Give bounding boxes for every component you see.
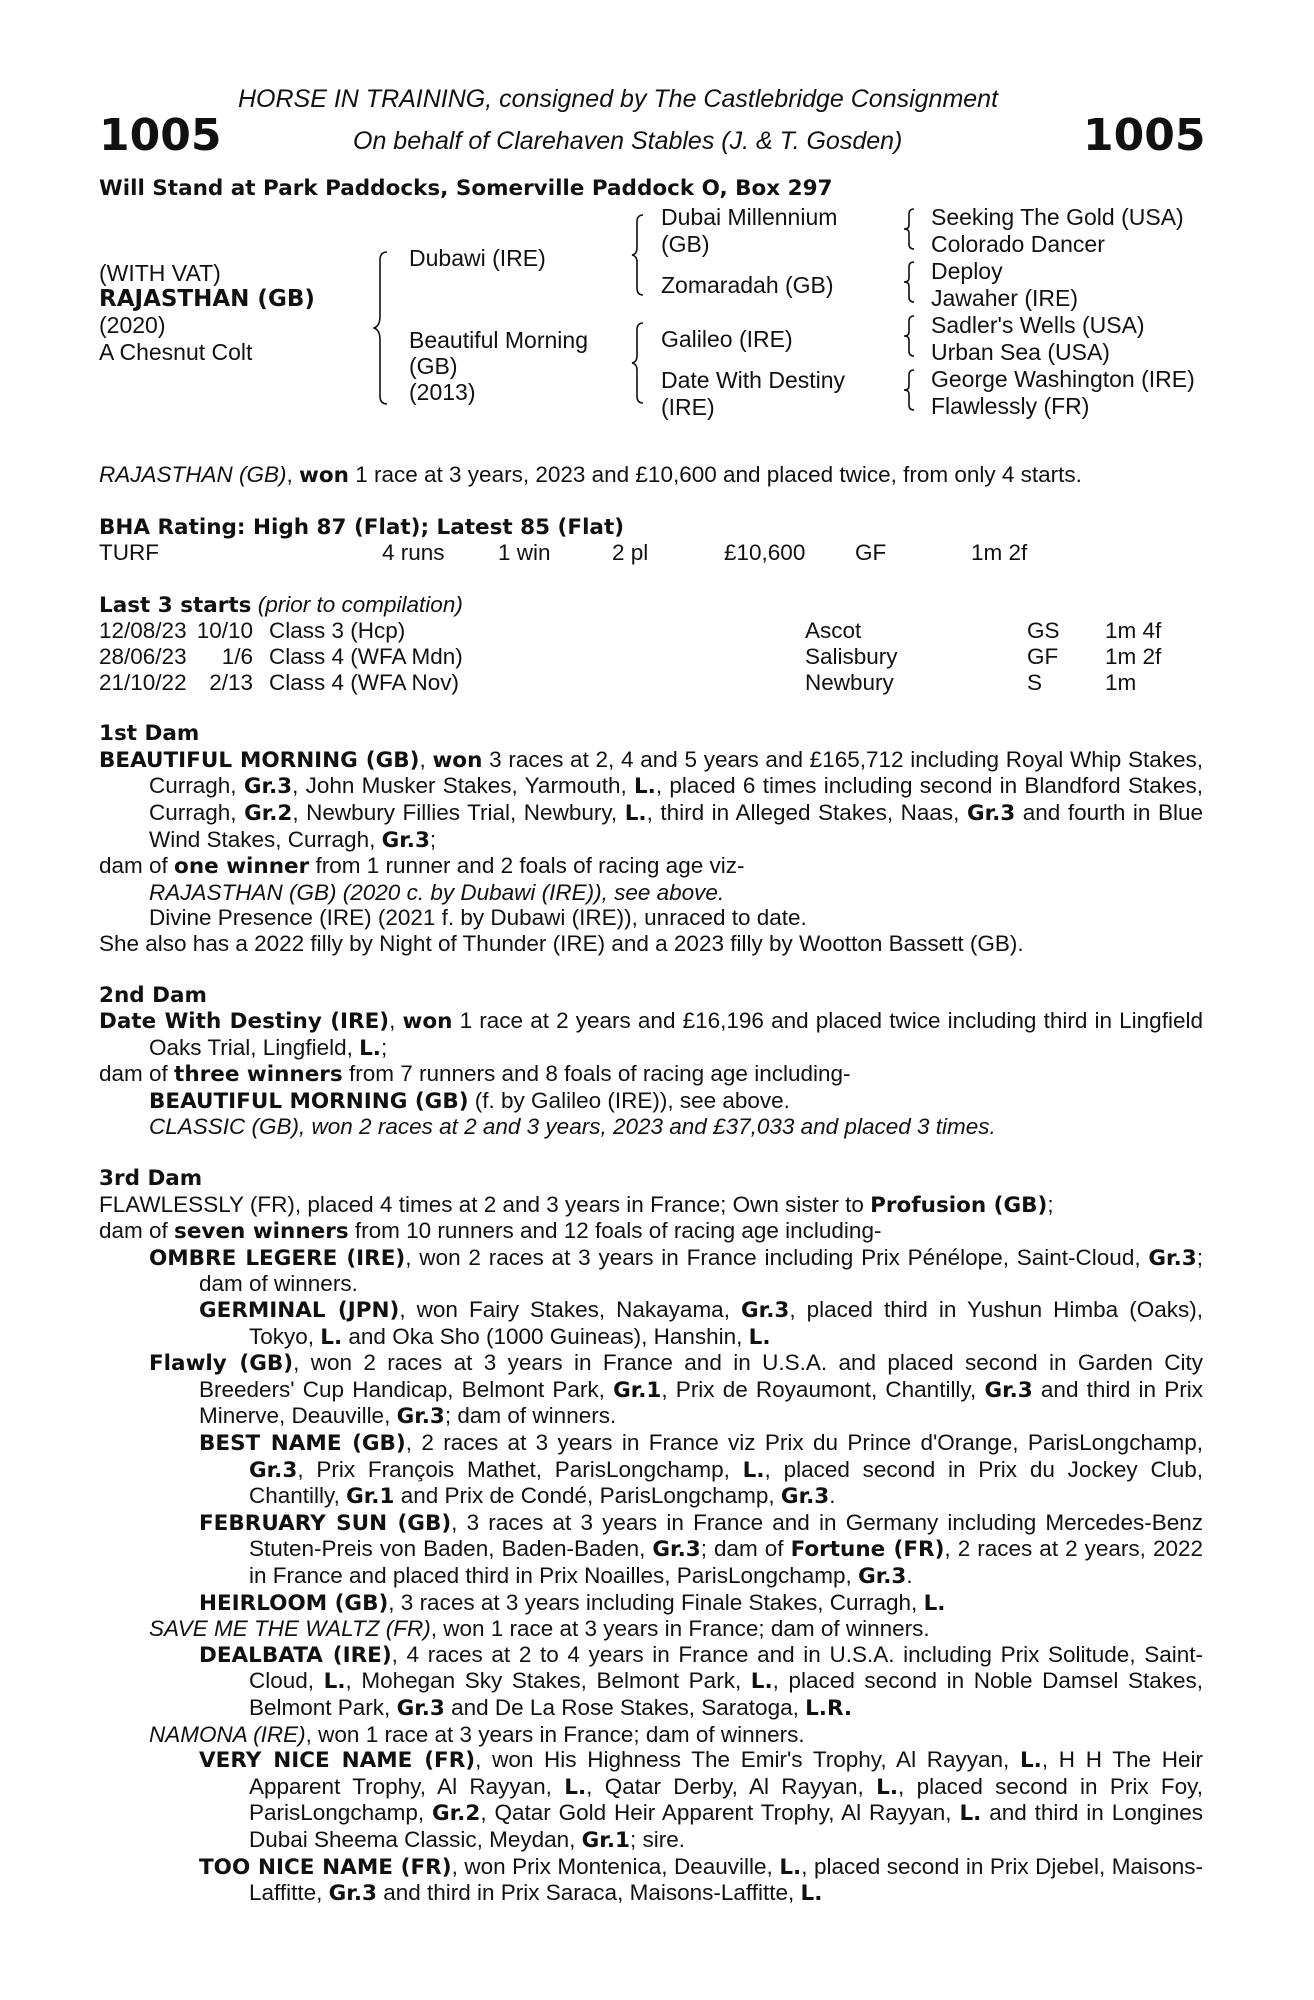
grade: L.R. xyxy=(805,1695,853,1721)
text: , Prix François Mathet, ParisLongchamp, xyxy=(297,1456,743,1482)
second-dam-section xyxy=(99,983,1203,1141)
produce-name: BEST NAME (GB) xyxy=(199,1431,406,1456)
grade: Gr.1 xyxy=(613,1377,662,1403)
horse-year: (2020) xyxy=(99,312,166,338)
table-row xyxy=(99,670,1161,696)
text: , won Fairy Stakes, Nakayama, xyxy=(399,1297,742,1323)
start-date: 12/08/23 xyxy=(99,618,187,644)
text: , Prix de Royaumont, Chantilly, xyxy=(661,1376,985,1402)
text: , won Prix Montenica, Deauville, xyxy=(451,1853,780,1879)
produce-2: Divine Presence (IRE) (2021 f. by Dubawi (IRE)), unraced to date. xyxy=(149,905,807,931)
text: , 2 races at 3 years in France viz Prix du Prince d'Orange, ParisLongchamp, xyxy=(405,1430,1203,1455)
turf-runs: 4 runs xyxy=(382,540,445,566)
text: , won 2 races at 3 years in France including Prix Pénélope, Saint-Cloud, xyxy=(405,1244,1149,1270)
text: 1 race at 2 years and £16,196 and placed twice including third in Lingfield Oaks Trial, Lingfield, xyxy=(149,1008,1203,1060)
produce-name: SAVE ME THE WALTZ (FR) xyxy=(149,1616,431,1642)
grade: L. xyxy=(876,1774,898,1800)
text: . xyxy=(829,1483,836,1509)
produce-flawly xyxy=(99,1350,1203,1430)
first-dam-also: She also has a 2022 filly by Night of Thunder (IRE) and a 2023 filly by Wootton Bassett (GB). xyxy=(99,930,1024,956)
summary-won: won xyxy=(299,463,349,488)
produce-2 xyxy=(99,1114,1203,1140)
summary-horse-name: RAJASTHAN (GB) xyxy=(99,462,287,487)
produce-namona xyxy=(99,1722,1203,1748)
produce-1 xyxy=(99,1088,1203,1115)
grade: L. xyxy=(320,1324,343,1350)
turf-wins: 1 win xyxy=(498,540,551,566)
pedigree-dam-dam-line2: (IRE) xyxy=(661,394,715,420)
rating-block xyxy=(99,515,1203,566)
text: , 3 races at 3 years in France and in Germany including Mercedes-Benz Stuten-Preis von Baden, Baden-Baden, xyxy=(249,1509,1203,1562)
text: dam of xyxy=(99,1218,175,1244)
third-dam-section xyxy=(99,1166,1203,1907)
text: ; sire. xyxy=(629,1826,685,1852)
produce-too-nice-name xyxy=(99,1854,1203,1907)
text: , 3 races at 3 years including Finale Stakes, Curragh, xyxy=(388,1589,924,1615)
text: , third in Alleged Stakes, Naas, xyxy=(646,799,967,825)
text: , H H The Heir Apparent Trophy, Al Rayyan, xyxy=(249,1747,1203,1799)
start-course: Ascot xyxy=(805,618,862,644)
first-dam-record: BEAUTIFUL MORNING (GB), won 3 races at 2, 4 and 5 years and £165,712 including Royal Whip Stakes, Curragh, Gr.3, John Musker Stakes, Yarmouth, L., placed 6 times including second in Blandford Stakes, Curragh, Gr.2, Newbury Fillies Trial, Newbury, L., third in Alleged Stakes, Naas, Gr.3 and fourth in Blue Wind Stakes, Curragh, Gr.3; xyxy=(99,746,1203,853)
text: , won 2 races at 2 and 3 years, 2023 and £37,033 and placed 3 times. xyxy=(299,1114,996,1140)
text: dam of xyxy=(99,1061,175,1087)
pedigree-gen3-2: Colorado Dancer xyxy=(931,231,1105,257)
start-position: 1/6 xyxy=(221,643,253,669)
lot-number-right: 1005 xyxy=(1083,110,1206,161)
pedigree-gen3-6: Urban Sea (USA) xyxy=(931,339,1110,365)
winner-count: one winner xyxy=(174,854,310,880)
text: , 2 races at 2 years, 2022 in France and placed third in Prix Noailles, ParisLongchamp, xyxy=(249,1536,1203,1588)
pedigree-brace-main xyxy=(373,248,393,408)
turf-distance: 1m 2f xyxy=(971,540,1028,566)
pedigree-dam-dam-line1: Date With Destiny xyxy=(661,367,846,393)
pedigree-dam-sire: Galileo (IRE) xyxy=(661,326,793,352)
produce-name: NAMONA (IRE) xyxy=(149,1721,306,1747)
text: . xyxy=(906,1562,913,1588)
grade: L. xyxy=(1019,1748,1042,1774)
first-dam-won: won xyxy=(432,747,483,773)
grade: L. xyxy=(800,1881,823,1907)
produce-name: HEIRLOOM (GB) xyxy=(199,1590,389,1616)
horse-description: A Chesnut Colt xyxy=(99,339,253,365)
text: , won 2 races at 3 years in France and in U.S.A. and placed second in Garden City Breeders' Cup Handicap, Belmont Park, xyxy=(199,1350,1203,1402)
last-starts-heading xyxy=(99,592,1203,619)
grade: Gr.3 xyxy=(249,1457,298,1483)
start-class: Class 4 (WFA Mdn) xyxy=(269,643,463,669)
pedigree-gen3-8: Flawlessly (FR) xyxy=(931,393,1090,419)
vat-label: (WITH VAT) xyxy=(99,260,221,286)
consignor-line: HORSE IN TRAINING, consigned by The Castlebridge Consignment xyxy=(238,85,999,113)
produce-name: VERY NICE NAME (FR) xyxy=(199,1748,476,1774)
grade: L. xyxy=(742,1457,765,1483)
text: , Qatar Derby, Al Rayyan, xyxy=(586,1773,877,1799)
produce-name: TOO NICE NAME (FR) xyxy=(199,1854,452,1880)
grade: Gr.3 xyxy=(984,1377,1033,1403)
grade: Gr.3 xyxy=(858,1563,907,1589)
second-dam-produce xyxy=(99,1061,1203,1088)
start-position: 10/10 xyxy=(196,618,253,644)
text: from 1 runner and 2 foals of racing age viz- xyxy=(309,853,745,879)
start-going: GS xyxy=(1027,618,1060,644)
pedigree-gen3-5: Sadler's Wells (USA) xyxy=(931,312,1145,338)
pedigree-brace-dam xyxy=(631,320,647,406)
grade: Gr.3 xyxy=(396,1695,445,1721)
text: and third in Longines Dubai Sheema Classic, Meydan, xyxy=(249,1800,1204,1852)
text: and third in Prix Minerve, Deauville, xyxy=(199,1376,1203,1429)
pedigree-brace-ss xyxy=(903,206,917,252)
last-starts-block xyxy=(99,592,1203,695)
text: and De La Rose Stakes, Saratoga, xyxy=(444,1694,806,1720)
start-date: 21/10/22 xyxy=(99,669,187,695)
grade: Gr.2 xyxy=(244,800,293,826)
grade: L. xyxy=(624,800,647,826)
text: , won 1 race at 3 years in France; dam of winners. xyxy=(430,1616,930,1642)
produce-name: GERMINAL (JPN) xyxy=(199,1298,400,1324)
text: , Qatar Gold Heir Apparent Trophy, Al Rayyan, xyxy=(480,1800,960,1826)
produce-1: RAJASTHAN (GB) (2020 c. by Dubawi (IRE)), see above. xyxy=(149,879,725,905)
grade: L. xyxy=(750,1669,773,1695)
text: ; xyxy=(1047,1191,1054,1217)
grade: Gr.3 xyxy=(966,800,1016,826)
horse-name: RAJASTHAN (GB) xyxy=(99,286,315,312)
text: ; dam of xyxy=(700,1536,791,1562)
vendor-line: On behalf of Clarehaven Stables (J. & T. Gosden) xyxy=(353,127,903,155)
text: , placed second in Noble Damsel Stakes, Belmont Park, xyxy=(249,1668,1203,1720)
grade: Gr.2 xyxy=(432,1801,481,1827)
grade: Gr.3 xyxy=(652,1537,701,1563)
produce-germinal xyxy=(99,1297,1203,1350)
start-distance: 1m 4f xyxy=(1105,618,1162,644)
winner-count: seven winners xyxy=(174,1219,349,1245)
grade: L. xyxy=(633,774,656,800)
produce-dealbata xyxy=(99,1642,1203,1722)
produce-name: CLASSIC (GB) xyxy=(149,1114,300,1140)
text: and Prix de Condé, ParisLongchamp, xyxy=(394,1483,781,1509)
grade: L. xyxy=(748,1324,771,1350)
text: and fourth in Blue Wind Stakes, Curragh, xyxy=(149,799,1203,852)
start-distance: 1m xyxy=(1105,669,1137,695)
pedigree-brace-sd xyxy=(903,259,917,305)
race-summary: RAJASTHAN (GB), won 1 race at 3 years, 2023 and £10,600 and placed twice, from only 4 starts. xyxy=(99,462,1082,488)
start-class: Class 4 (WFA Nov) xyxy=(269,669,460,695)
first-dam-section xyxy=(99,721,1203,956)
text: and Oka Sho (1000 Guineas), Hanshin, xyxy=(342,1323,749,1349)
turf-going: GF xyxy=(855,540,887,566)
start-position: 2/13 xyxy=(209,669,253,695)
grade: Gr.3 xyxy=(780,1484,830,1510)
produce-name: OMBRE LEGERE (IRE) xyxy=(149,1245,406,1271)
grade: L. xyxy=(779,1854,802,1880)
pedigree-brace-sire xyxy=(631,212,647,298)
grade: L. xyxy=(959,1801,982,1827)
text: , 4 races at 2 to 4 years in France and in U.S.A. including Prix Solitude, Saint-Cloud, xyxy=(249,1641,1204,1694)
third-dam-produce xyxy=(99,1218,1203,1245)
text: (f. by Galileo (IRE)), see above. xyxy=(468,1087,790,1113)
pedigree-dam-line3: (2013) xyxy=(409,379,476,405)
start-date: 28/06/23 xyxy=(99,643,187,669)
pedigree-sire-dam: Zomaradah (GB) xyxy=(661,272,834,298)
text: , John Musker Stakes, Yarmouth, xyxy=(292,773,634,799)
text: ; dam of winners. xyxy=(444,1403,617,1429)
text: and third in Prix Saraca, Maisons-Laffitte, xyxy=(376,1880,801,1906)
pedigree-gen3-4: Jawaher (IRE) xyxy=(931,285,1078,311)
start-distance: 1m 2f xyxy=(1105,643,1162,669)
text: ; xyxy=(380,1034,388,1060)
produce-very-nice-name xyxy=(99,1747,1203,1853)
text: ; dam of winners. xyxy=(199,1244,1203,1297)
start-course: Salisbury xyxy=(805,643,898,669)
grade: L. xyxy=(323,1669,346,1695)
second-dam-heading: 2nd Dam xyxy=(99,982,207,1008)
text: , placed 6 times including second in Blandford Stakes, Curragh, xyxy=(149,773,1203,825)
summary-text: 1 race at 3 years, 2023 and £10,600 and placed twice, from only 4 starts. xyxy=(348,462,1082,487)
grade: Gr.3 xyxy=(1148,1245,1197,1271)
first-dam-produce xyxy=(99,853,1203,880)
last-starts-title: Last 3 starts xyxy=(99,592,252,618)
text: FLAWLESSLY (FR), placed 4 times at 2 and 3 years in France; Own sister to xyxy=(99,1191,871,1217)
second-dam-won: won xyxy=(402,1009,453,1035)
text: , placed third in Yushun Himba (Oaks), Tokyo, xyxy=(249,1297,1203,1349)
start-class: Class 3 (Hcp) xyxy=(269,618,406,644)
stand-location: Will Stand at Park Paddocks, Somerville Paddock O, Box 297 xyxy=(99,176,833,201)
grade: Gr.1 xyxy=(346,1484,395,1510)
pedigree-gen3-1: Seeking The Gold (USA) xyxy=(931,204,1184,230)
table-row xyxy=(99,618,1161,644)
produce-best-name xyxy=(99,1430,1203,1510)
produce-name: Fortune (FR) xyxy=(790,1537,945,1563)
text: , Newbury Fillies Trial, Newbury, xyxy=(292,799,625,825)
turf-record xyxy=(99,540,1027,566)
produce-name: FEBRUARY SUN (GB) xyxy=(199,1510,452,1536)
grade: Gr.3 xyxy=(243,774,293,800)
second-dam-record: Date With Destiny (IRE), won 1 race at 2 years and £16,196 and placed twice including third in Lingfield Oaks Trial, Lingfield, L.; xyxy=(99,1008,1203,1061)
third-dam-record xyxy=(99,1192,1203,1219)
grade: Gr.1 xyxy=(581,1827,630,1853)
text: from 10 runners and 12 foals of racing age including- xyxy=(348,1218,882,1244)
produce-save-me-the-waltz xyxy=(99,1616,1203,1642)
pedigree-gen3-3: Deploy xyxy=(931,258,1003,284)
text: , won 1 race at 3 years in France; dam of winners. xyxy=(305,1721,805,1747)
text: ; xyxy=(429,826,437,852)
text: , won His Highness The Emir's Trophy, Al Rayyan, xyxy=(475,1747,1020,1773)
first-dam-heading: 1st Dam xyxy=(99,721,200,747)
pedigree-brace-dd xyxy=(903,367,917,413)
catalogue-body xyxy=(99,462,1203,1907)
pedigree-sire-sire-line1: Dubai Millennium xyxy=(661,204,838,230)
produce-name: DEALBATA (IRE) xyxy=(199,1642,392,1668)
start-going: GF xyxy=(1027,643,1059,669)
grade: L. xyxy=(923,1590,946,1616)
start-course: Newbury xyxy=(805,669,894,695)
turf-earnings: £10,600 xyxy=(724,540,806,566)
text: dam of xyxy=(99,853,175,879)
last-starts-note: (prior to compilation) xyxy=(257,591,463,617)
first-dam-name: BEAUTIFUL MORNING (GB) xyxy=(99,747,420,773)
sister-name: Profusion (GB) xyxy=(870,1192,1048,1218)
grade: L. xyxy=(359,1035,381,1061)
produce-heirloom xyxy=(99,1590,1203,1617)
pedigree-dam-line1: Beautiful Morning xyxy=(409,327,588,353)
turf-surface: TURF xyxy=(99,540,159,566)
text: from 7 runners and 8 foals of racing age including- xyxy=(342,1061,851,1087)
produce-name: Flawly (GB) xyxy=(149,1351,294,1377)
text: , placed second in Prix du Jockey Club, Chantilly, xyxy=(249,1456,1203,1509)
text: 3 races at 2, 4 and 5 years and £165,712 including Royal Whip Stakes, Curragh, xyxy=(149,746,1203,799)
pedigree-sire-sire-line2: (GB) xyxy=(661,231,710,257)
last-starts-table xyxy=(99,618,1161,695)
grade: Gr.3 xyxy=(328,1881,377,1907)
produce-ombre-legere xyxy=(99,1245,1203,1297)
text: , Mohegan Sky Stakes, Belmont Park, xyxy=(345,1668,751,1694)
pedigree-gen3-7: George Washington (IRE) xyxy=(931,366,1195,392)
grade: Gr.3 xyxy=(741,1298,790,1324)
text: , placed second in Prix Foy, ParisLongchamp, xyxy=(249,1773,1204,1826)
second-dam-name: Date With Destiny (IRE) xyxy=(99,1009,390,1035)
grade: Gr.3 xyxy=(381,827,430,853)
start-going: S xyxy=(1027,669,1043,695)
pedigree-dam-line2: (GB) xyxy=(409,353,458,379)
produce-february-sun xyxy=(99,1510,1203,1590)
third-dam-heading: 3rd Dam xyxy=(99,1166,203,1192)
text: , placed second in Prix Djebel, Maisons-Laffitte, xyxy=(249,1853,1203,1906)
turf-placed: 2 pl xyxy=(612,540,649,566)
grade: L. xyxy=(564,1774,587,1800)
pedigree-brace-ds xyxy=(903,313,917,359)
table-row xyxy=(99,644,1161,670)
winner-count: three winners xyxy=(174,1062,343,1088)
grade: Gr.3 xyxy=(396,1404,445,1430)
lot-number-left: 1005 xyxy=(99,110,222,161)
pedigree-sire: Dubawi (IRE) xyxy=(409,245,546,271)
produce-name: BEAUTIFUL MORNING (GB) xyxy=(149,1088,469,1114)
bha-rating: BHA Rating: High 87 (Flat); Latest 85 (Flat) xyxy=(99,514,625,540)
